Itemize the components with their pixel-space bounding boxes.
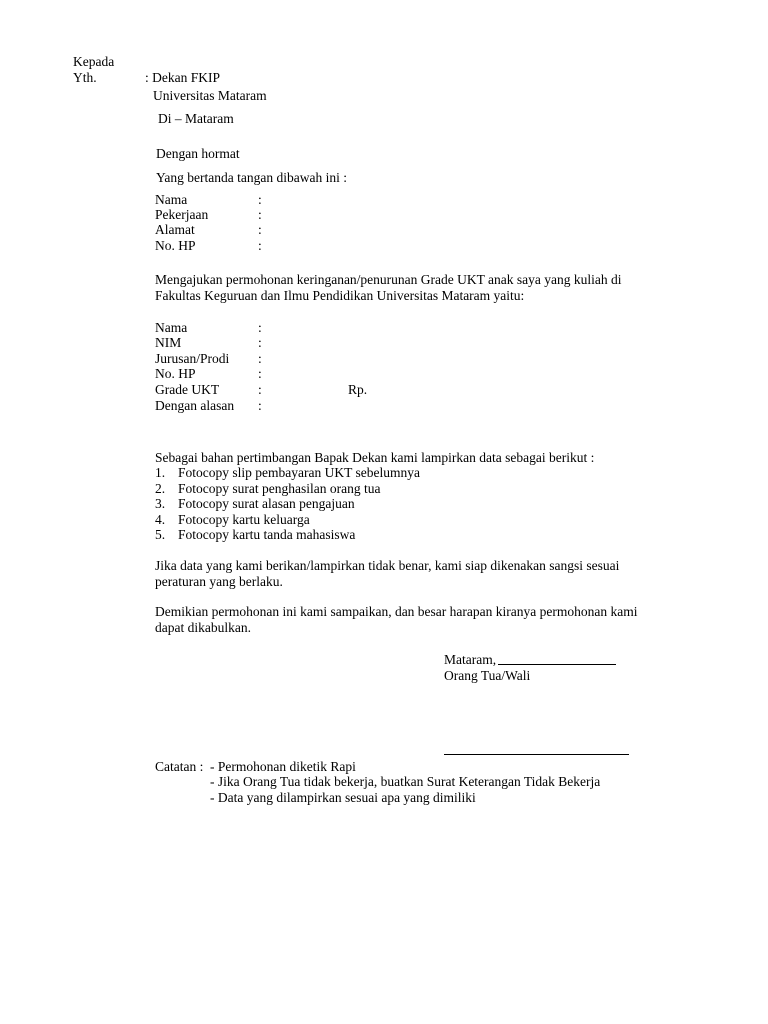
intro-text: Yang bertanda tangan dibawah ini : — [156, 170, 347, 185]
list-item: Fotocopy kartu keluarga — [178, 512, 310, 527]
currency-label: Rp. — [348, 382, 368, 397]
list-item: Fotocopy surat penghasilan orang tua — [178, 481, 381, 496]
kepada-text: Kepada — [73, 54, 115, 69]
note-item: - Data yang dilampirkan sesuai apa yang dimiliki — [210, 790, 476, 805]
list-item: Fotocopy surat alasan pengajuan — [178, 496, 355, 511]
field-separator: : — [258, 238, 262, 253]
parent-field-label: No. HP — [155, 238, 196, 253]
notes-label: Catatan : — [155, 759, 204, 774]
list-item-number: 4. — [155, 512, 166, 527]
field-separator: : — [258, 222, 262, 237]
institution-text: Universitas Mataram — [153, 88, 267, 103]
field-separator: : — [258, 320, 262, 335]
student-field-label: No. HP — [155, 366, 196, 381]
closing-line-2: dapat dikabulkan. — [155, 620, 251, 635]
closing-line-1: Demikian permohonan ini kami sampaikan, dan besar harapan kiranya permohonan kami — [155, 604, 638, 619]
field-separator: : — [258, 335, 262, 350]
yth-text: Yth. — [73, 70, 97, 85]
field-separator: : — [258, 366, 262, 381]
list-item: Fotocopy slip pembayaran UKT sebelumnya — [178, 465, 420, 480]
student-field-label: Nama — [155, 320, 188, 335]
attachments-intro: Sebagai bahan pertimbangan Bapak Dekan kami lampirkan data sebagai berikut : — [155, 450, 595, 465]
recipient-text: : Dekan FKIP — [145, 70, 220, 85]
student-field-label: Dengan alasan — [155, 398, 235, 413]
location-text: Di – Mataram — [158, 111, 234, 126]
field-separator: : — [258, 192, 262, 207]
parent-field-label: Nama — [155, 192, 188, 207]
list-item-number: 1. — [155, 465, 166, 480]
student-field-label: NIM — [155, 335, 182, 350]
student-field-label: Jurusan/Prodi — [155, 351, 230, 366]
note-item: - Jika Orang Tua tidak bekerja, buatkan Surat Keterangan Tidak Bekerja — [210, 774, 601, 789]
field-separator: : — [258, 351, 262, 366]
note-item: - Permohonan diketik Rapi — [210, 759, 356, 774]
signature-place: Mataram, — [444, 652, 497, 667]
statement-line-2: peraturan yang berlaku. — [155, 574, 283, 589]
list-item-number: 5. — [155, 527, 166, 542]
request-line-1: Mengajukan permohonan keringanan/penurunan Grade UKT anak saya yang kuliah di — [155, 272, 622, 287]
field-separator: : — [258, 207, 262, 222]
student-field-label: Grade UKT — [155, 382, 220, 397]
statement-line-1: Jika data yang kami berikan/lampirkan tidak benar, kami siap dikenakan sangsi sesuai — [155, 558, 620, 573]
request-line-2: Fakultas Keguruan dan Ilmu Pendidikan Universitas Mataram yaitu: — [155, 288, 525, 303]
list-item-number: 3. — [155, 496, 166, 511]
signature-role: Orang Tua/Wali — [444, 668, 531, 683]
date-line — [498, 664, 616, 665]
parent-field-label: Pekerjaan — [155, 207, 209, 222]
signature-line — [444, 754, 629, 755]
list-item-number: 2. — [155, 481, 166, 496]
list-item: Fotocopy kartu tanda mahasiswa — [178, 527, 356, 542]
parent-field-label: Alamat — [155, 222, 195, 237]
greeting-text: Dengan hormat — [156, 146, 240, 161]
field-separator: : — [258, 398, 262, 413]
field-separator: : — [258, 382, 262, 397]
